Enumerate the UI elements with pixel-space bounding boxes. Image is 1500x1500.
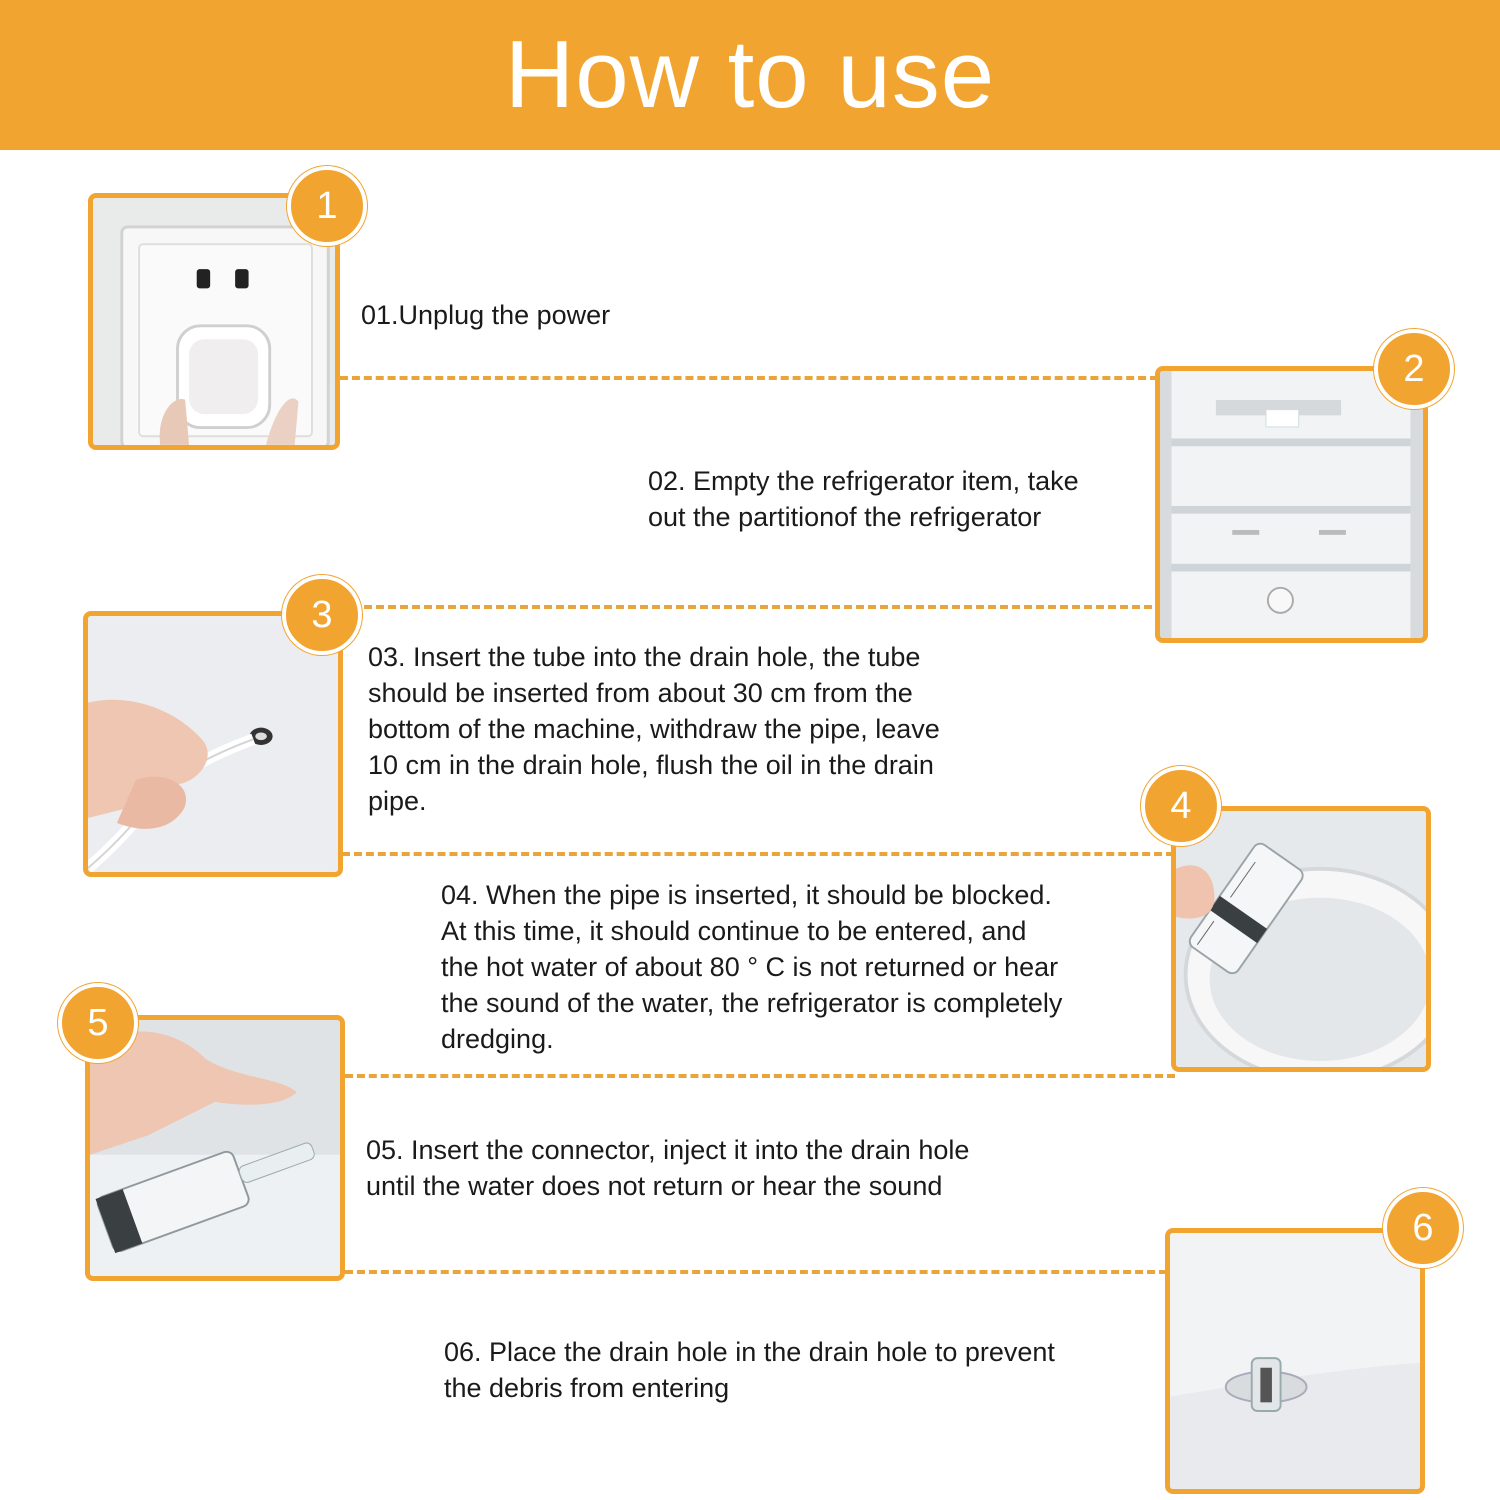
step-1-text: 01.Unplug the power [361, 300, 611, 330]
step-5-photo [85, 1015, 345, 1281]
syringe-hand-illustration [90, 1020, 340, 1276]
step-5-badge: 5 [58, 983, 138, 1063]
step-4-badge: 4 [1141, 766, 1221, 846]
divider-2 [352, 605, 1152, 609]
step-6-badge: 6 [1383, 1188, 1463, 1268]
step-1-badge: 1 [287, 166, 367, 246]
step-6-photo [1165, 1228, 1425, 1494]
step-3-badge: 3 [282, 575, 362, 655]
step-2-text: 02. Empty the refrigerator item, take out the partitionof the refrigerator [648, 466, 1079, 532]
step-4-photo [1171, 806, 1431, 1072]
refrigerator-illustration [1160, 371, 1423, 638]
step-5-text: 05. Insert the connector, inject it into the drain hole until the water does not return or hear the sound [366, 1135, 970, 1201]
page-title: How to use [504, 21, 996, 128]
step-6-text: 06. Place the drain hole in the drain hole to prevent the debris from entering [444, 1337, 1055, 1403]
divider-5 [345, 1270, 1167, 1274]
divider-1 [340, 376, 1158, 380]
step-4-text: 04. When the pipe is inserted, it should be blocked. At this time, it should continue to be entered, and the hot water of about 80 ° C is not returned or hear the sound of the water, the refrigerator is completely dredging. [441, 880, 1063, 1054]
header-banner [0, 0, 1500, 150]
step-2-badge: 2 [1374, 329, 1454, 409]
syringe-basin-illustration [1176, 811, 1426, 1067]
step-3-text: 03. Insert the tube into the drain hole, the tube should be inserted from about 30 cm from the bottom of the machine, withdraw the pipe, leave 10 cm in the drain hole, flush the oil in the drain pipe. [368, 642, 940, 816]
divider-3 [342, 852, 1174, 856]
step-2-photo [1155, 366, 1428, 643]
divider-4 [345, 1074, 1175, 1078]
drain-plug-illustration [1170, 1233, 1420, 1489]
tube-drain-illustration [88, 616, 338, 872]
